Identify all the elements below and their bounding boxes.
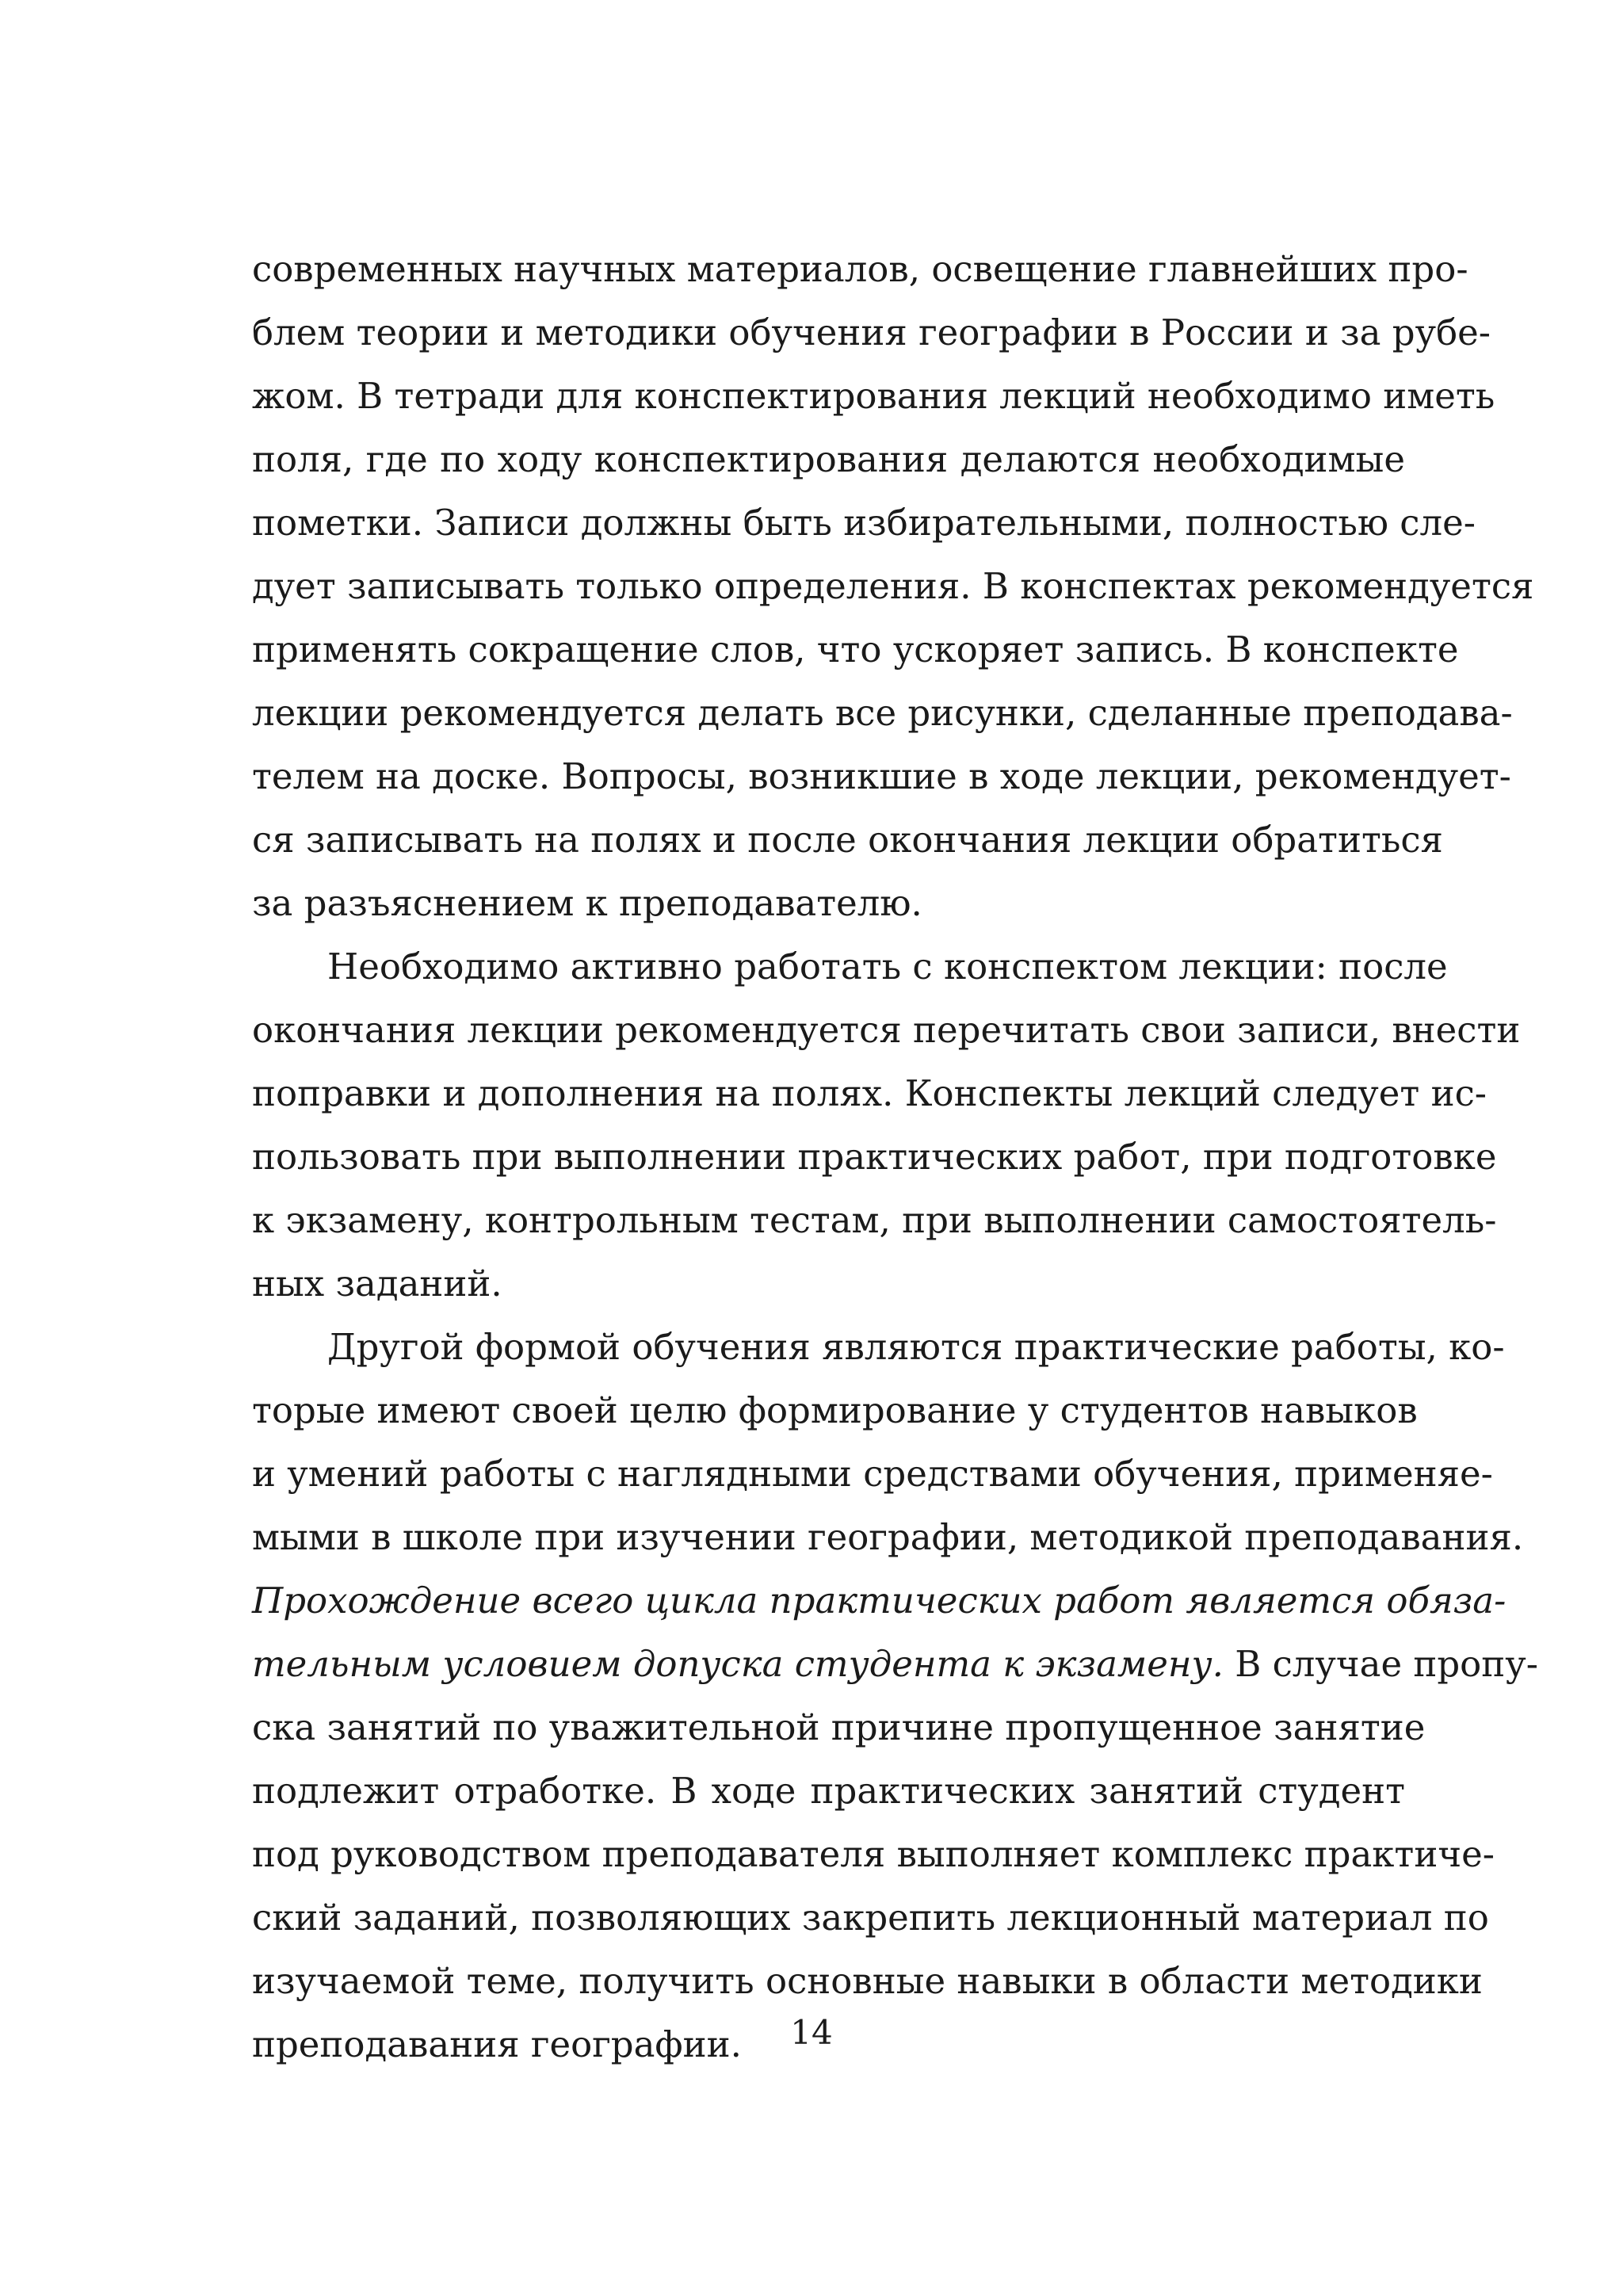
text-line: преподавания географии. bbox=[252, 2023, 742, 2065]
text-line: подлежит отработке. В ходе практических занятий студент bbox=[252, 1770, 1405, 1812]
text-line: поправки и дополнения на полях. Конспекты лекций следует ис- bbox=[252, 1072, 1487, 1114]
text-line: к экзамену, контрольным тестам, при выполнении самостоятель- bbox=[252, 1199, 1497, 1241]
text-line: пометки. Записи должны быть избирательными, полностью сле- bbox=[252, 502, 1476, 544]
text-line: под руководством преподавателя выполняет комплекс практиче- bbox=[252, 1833, 1495, 1875]
text-line: лекции рекомендуется делать все рисунки, сделанные преподава- bbox=[252, 692, 1513, 734]
paragraph bbox=[252, 1316, 1538, 2076]
text-line: ся записывать на полях и после окончания лекции обратиться bbox=[252, 819, 1443, 861]
text-line: ска занятий по уважительной причине пропущенное занятие bbox=[252, 1706, 1426, 1748]
italic-emphasis: тельным условием допуска студента к экзамену. bbox=[252, 1643, 1224, 1685]
text-fragment: В случае пропу- bbox=[1235, 1643, 1538, 1685]
text-line: поля, где по ходу конспектирования делаются необходимые bbox=[252, 438, 1405, 480]
text-line-italic: Прохождение всего цикла практических работ является обяза- bbox=[252, 1580, 1507, 1622]
paragraph bbox=[252, 238, 1534, 935]
text-line: за разъяснением к преподавателю. bbox=[252, 882, 922, 924]
paragraph bbox=[252, 935, 1521, 1316]
page-number: 14 bbox=[790, 2013, 833, 2052]
text-line: дует записывать только определения. В конспектах рекомендуется bbox=[252, 565, 1534, 607]
body-text bbox=[252, 238, 1538, 2076]
text-line: изучаемой теме, получить основные навыки в области методики bbox=[252, 1960, 1483, 2002]
text-line: жом. В тетради для конспектирования лекций необходимо иметь bbox=[252, 375, 1495, 417]
text-line: окончания лекции рекомендуется перечитать свои записи, внести bbox=[252, 1009, 1521, 1051]
text-line: и умений работы с наглядными средствами обучения, применяе- bbox=[252, 1453, 1493, 1495]
text-line: Другой формой обучения являются практические работы, ко- bbox=[327, 1326, 1505, 1368]
text-line: Необходимо активно работать с конспектом лекции: после bbox=[327, 946, 1448, 988]
text-line: мыми в школе при изучении географии, методикой преподавания. bbox=[252, 1516, 1524, 1558]
text-line: применять сокращение слов, что ускоряет запись. В конспекте bbox=[252, 628, 1459, 670]
text-line: пользовать при выполнении практических работ, при подготовке bbox=[252, 1136, 1497, 1178]
text-line: ский заданий, позволяющих закрепить лекционный материал по bbox=[252, 1897, 1489, 1939]
text-line: блем теории и методики обучения географии в России и за рубе- bbox=[252, 311, 1491, 353]
text-line: телем на доске. Вопросы, возникшие в ходе лекции, рекомендует- bbox=[252, 755, 1511, 797]
text-line: ных заданий. bbox=[252, 1263, 502, 1305]
text-line: торые имеют своей целю формирование у студентов навыков bbox=[252, 1389, 1418, 1431]
text-line-mixed bbox=[252, 1633, 1538, 1696]
text-line: современных научных материалов, освещение главнейших про- bbox=[252, 248, 1468, 290]
